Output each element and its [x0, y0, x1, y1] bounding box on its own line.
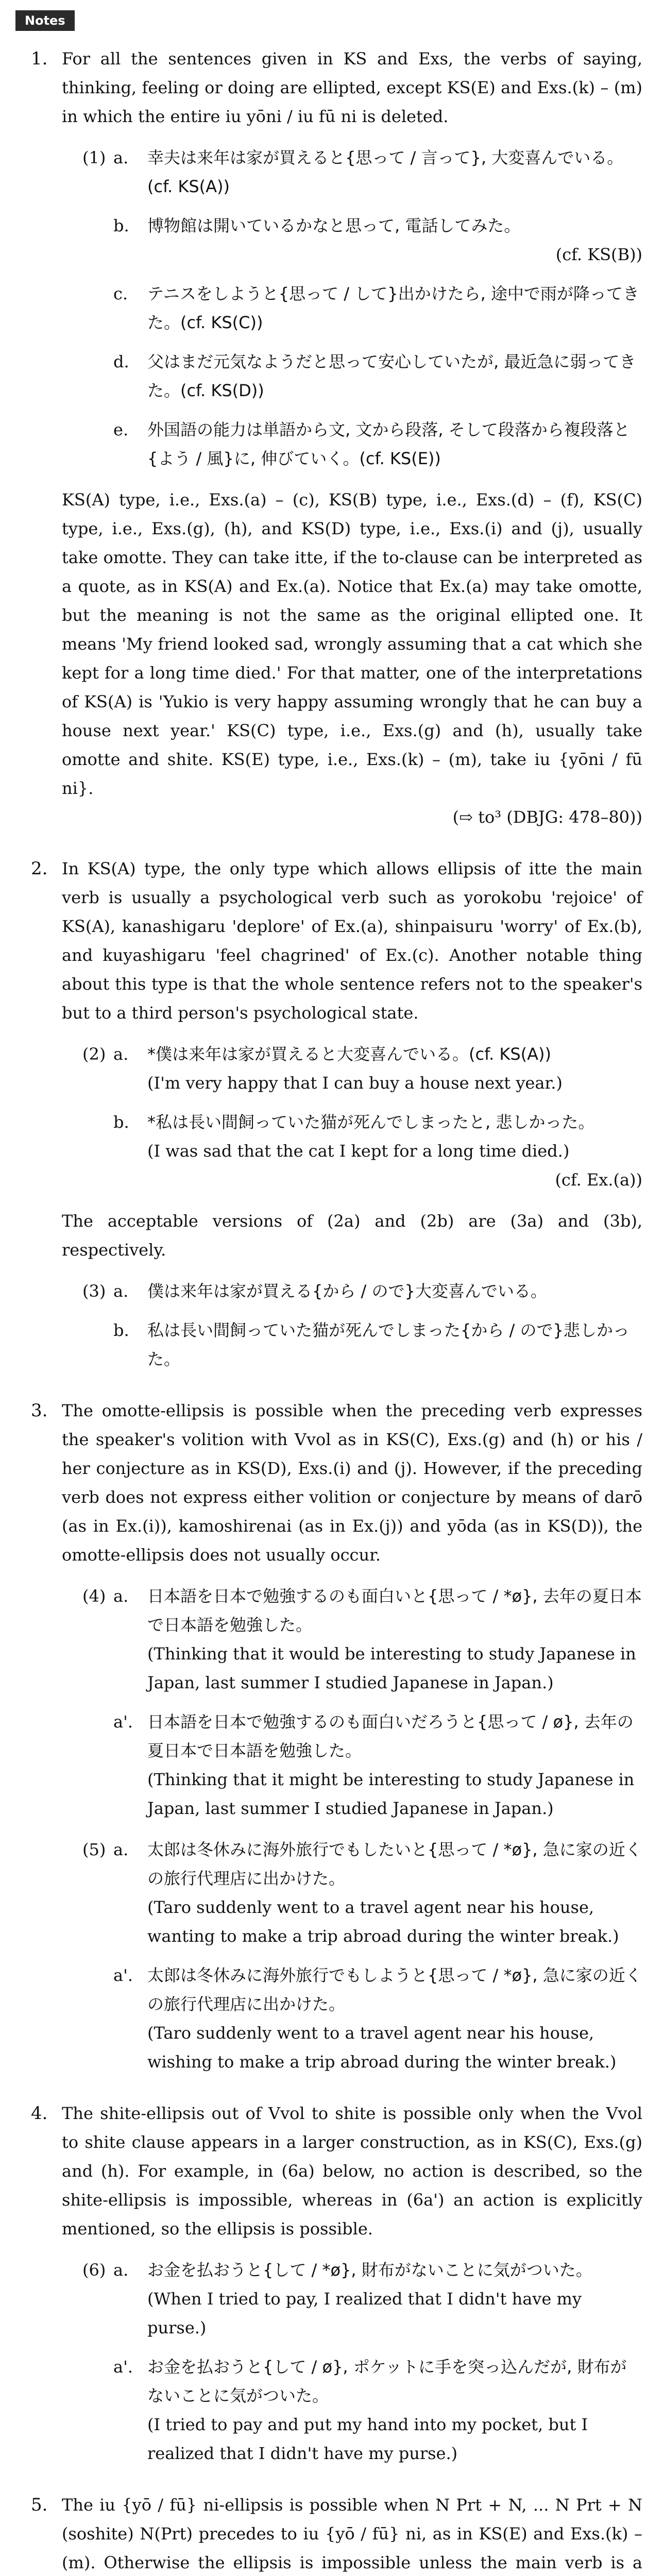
- note-number: 3.: [31, 1400, 48, 1421]
- example-letter: b.: [113, 216, 129, 235]
- japanese-sentence: 博物館は開いているかなと思って, 電話してみた。: [147, 216, 521, 235]
- cross-reference: (⇨ to³ (DBJG: 478–80)): [452, 807, 642, 827]
- example-item: [113, 1582, 642, 1697]
- english-translation: (Taro suddenly went to a travel agent near his house, wishing to make a trip abroad during the winter break.): [147, 2023, 617, 2072]
- japanese-sentence: 私は長い間飼っていた猫が死んでしまった{から / ので}悲しかった。: [147, 1320, 630, 1369]
- note-item: [15, 44, 642, 832]
- note-paragraph: The acceptable versions of (2a) and (2b) are (3a) and (3b), respectively.: [62, 1211, 642, 1260]
- example-letter: a'.: [113, 1965, 133, 1985]
- example-item: [113, 1316, 642, 1374]
- example-item: [113, 1277, 642, 1306]
- note-number: 2.: [31, 858, 48, 879]
- note-item: [15, 2490, 642, 2576]
- cross-reference: (cf. Ex.(a)): [555, 1170, 642, 1190]
- japanese-sentence: テニスをしようと{思って / して}出かけたら, 途中で雨が降ってきた。(cf. KS(C)): [147, 284, 639, 332]
- japanese-sentence: 父はまだ元気なようだと思って安心していたが, 最近急に弱ってきた。(cf. KS(D)): [147, 352, 636, 400]
- english-translation: (I was sad that the cat I kept for a long time died.): [147, 1141, 570, 1161]
- example-letter: d.: [113, 352, 129, 371]
- note-paragraph: In KS(A) type, the only type which allows ellipsis of itte the main verb is usually a psychological verb such as yorokobu 'rejoice' of KS(A), kanashigaru 'deplore' of Ex.(a), shinpaisuru 'worry' of Ex.(b), and kuyashigaru 'feel chagrined' of Ex.(c). Another notable thing about this type is that the whole sentence refers not to the speaker's but to a third person's psychological state.: [62, 859, 642, 1023]
- example-item: [113, 347, 642, 405]
- note-paragraph: For all the sentences given in KS and Exs, the verbs of saying, thinking, feeling or doing are ellipted, except KS(E) and Exs.(k) – (m) in which the entire iu yōni / iu fū ni is deleted.: [62, 49, 642, 126]
- note-paragraph: The shite-ellipsis out of Vvol to shite is possible only when the Vvol to shite clause appears in a larger construction, as in KS(C), Exs.(g) and (h). For example, in (6a) below, no action is described, so the shite-ellipsis is impossible, whereas in (6a') an action is explicitly mentioned, so the ellipsis is possible.: [62, 2104, 642, 2239]
- notes-list: [15, 44, 642, 2576]
- example-item: [113, 143, 642, 201]
- example-letter: b.: [113, 1320, 129, 1340]
- example-number: (3): [82, 1281, 106, 1301]
- example-letter: a.: [113, 1586, 129, 1606]
- japanese-sentence: 日本語を日本で勉強するのも面白いと{思って / *ø}, 去年の夏日本で日本語を勉強した。: [147, 1586, 642, 1635]
- note-item: [15, 1396, 642, 2076]
- example-item: [113, 1108, 642, 1194]
- example-group: [62, 143, 642, 473]
- japanese-sentence: *私は長い間飼っていた猫が死んでしまったと, 悲しかった。: [147, 1112, 595, 1132]
- example-item: [113, 1040, 642, 1097]
- japanese-sentence: 幸夫は来年は家が買えると{思って / 言って}, 大変喜んでいる。(cf. KS(A)): [147, 148, 624, 196]
- english-translation: (Thinking that it would be interesting to study Japanese in Japan, last summer I studied Japanese in Japan.): [147, 1644, 636, 1692]
- note-paragraph: The omotte-ellipsis is possible when the preceding verb expresses the speaker's volition with Vvol as in KS(C), Exs.(g) and (h) or his / her conjecture as in KS(D), Exs.(i) and (j). However, if the preceding verb does not express either volition or conjecture by means of darō (as in Ex.(i)), kamoshirenai (as in Ex.(j)) and yōda (as in KS(D)), the omotte-ellipsis does not usually occur.: [62, 1401, 642, 1565]
- japanese-sentence: 日本語を日本で勉強するのも面白いだろうと{思って / ø}, 去年の夏日本で日本語を勉強した。: [147, 1712, 634, 1760]
- japanese-sentence: 外国語の能力は単語から文, 文から段落, そして段落から複段落と{よう / 風}に, 伸びていく。(cf. KS(E)): [147, 420, 630, 468]
- note-number: 5.: [31, 2495, 48, 2515]
- example-number: (4): [82, 1586, 106, 1606]
- example-group: [62, 2256, 642, 2468]
- example-letter: e.: [113, 420, 129, 439]
- example-item: [113, 1961, 642, 2076]
- example-group: [62, 1582, 642, 1823]
- note-number: 1.: [31, 48, 48, 69]
- example-letter: a.: [113, 2260, 129, 2280]
- english-translation: (Thinking that it might be interesting to study Japanese in Japan, last summer I studied Japanese in Japan.): [147, 1770, 635, 1818]
- japanese-sentence: 僕は来年は家が買える{から / ので}大変喜んでいる。: [147, 1281, 547, 1301]
- example-letter: a.: [113, 1840, 129, 1859]
- example-letter: b.: [113, 1112, 129, 1132]
- example-item: [113, 2256, 642, 2342]
- example-item: [113, 2352, 642, 2468]
- example-item: [113, 279, 642, 337]
- example-item: [113, 1835, 642, 1951]
- note-item: [15, 2099, 642, 2468]
- example-letter: c.: [113, 284, 128, 303]
- note-paragraph: The iu {yō / fū} ni-ellipsis is possible when N Prt + N, ... N Prt + N (soshite) N(Prt) precedes to iu {yō / fū} ni, as in KS(E) and Exs.(k) – (m). Otherwise the ellipsis is impossible unless the main verb is a: [62, 2495, 642, 2572]
- note-paragraph: KS(A) type, i.e., Exs.(a) – (c), KS(B) type, i.e., Exs.(d) – (f), KS(C) type, i.e., Exs.(g), (h), and KS(D) type, i.e., Exs.(i) and (j), usually take omotte. They can take itte, if the to-clause can be interpreted as a quote, as in KS(A) and Ex.(a). Notice that Ex.(a) may take omotte, but the meaning is not the same as the original ellipted one. It means 'My friend looked sad, wrongly assuming that a cat which she kept for a long time died.' For that matter, one of the interpretations of KS(A) is 'Yukio is very happy assuming wrongly that he can buy a house next year.' KS(C) type, i.e., Exs.(g) and (h), usually take omotte and shite. KS(E) type, i.e., Exs.(k) – (m), take iu {yōni / fū ni}.: [62, 490, 642, 798]
- example-letter: a.: [113, 148, 129, 167]
- example-number: (5): [82, 1840, 106, 1859]
- example-number: (1): [82, 148, 106, 167]
- english-translation: (I tried to pay and put my hand into my pocket, but I realized that I didn't have my purse.): [147, 2415, 588, 2463]
- example-group: [62, 1277, 642, 1374]
- note-item: [15, 854, 642, 1374]
- example-letter: a'.: [113, 1712, 133, 1732]
- example-item: [113, 211, 642, 269]
- example-item: [113, 415, 642, 473]
- japanese-sentence: お金を払おうと{して / *ø}, 財布がないことに気がついた。: [147, 2260, 592, 2280]
- example-letter: a.: [113, 1281, 129, 1301]
- example-letter: a'.: [113, 2357, 133, 2377]
- cross-reference: (cf. KS(B)): [555, 245, 642, 264]
- example-group: [62, 1040, 642, 1194]
- english-translation: (Taro suddenly went to a travel agent near his house, wanting to make a trip abroad during the winter break.): [147, 1897, 619, 1946]
- example-item: [113, 1707, 642, 1823]
- example-number: (2): [82, 1044, 106, 1064]
- example-number: (6): [82, 2260, 106, 2280]
- example-letter: a.: [113, 1044, 129, 1064]
- japanese-sentence: 太郎は冬休みに海外旅行でもしたいと{思って / *ø}, 急に家の近くの旅行代理店に出かけた。: [147, 1840, 642, 1888]
- japanese-sentence: *僕は来年は家が買えると大変喜んでいる。(cf. KS(A)): [147, 1044, 552, 1064]
- note-number: 4.: [31, 2103, 48, 2124]
- english-translation: (I'm very happy that I can buy a house next year.): [147, 1073, 563, 1093]
- notes-header-label: Notes: [15, 10, 75, 31]
- japanese-sentence: お金を払おうと{して / ø}, ポケットに手を突っ込んだが, 財布がないことに気がついた。: [147, 2357, 627, 2405]
- japanese-sentence: 太郎は冬休みに海外旅行でもしようと{思って / *ø}, 急に家の近くの旅行代理店に出かけた。: [147, 1965, 642, 2014]
- example-group: [62, 1835, 642, 2076]
- english-translation: (When I tried to pay, I realized that I didn't have my purse.): [147, 2289, 582, 2337]
